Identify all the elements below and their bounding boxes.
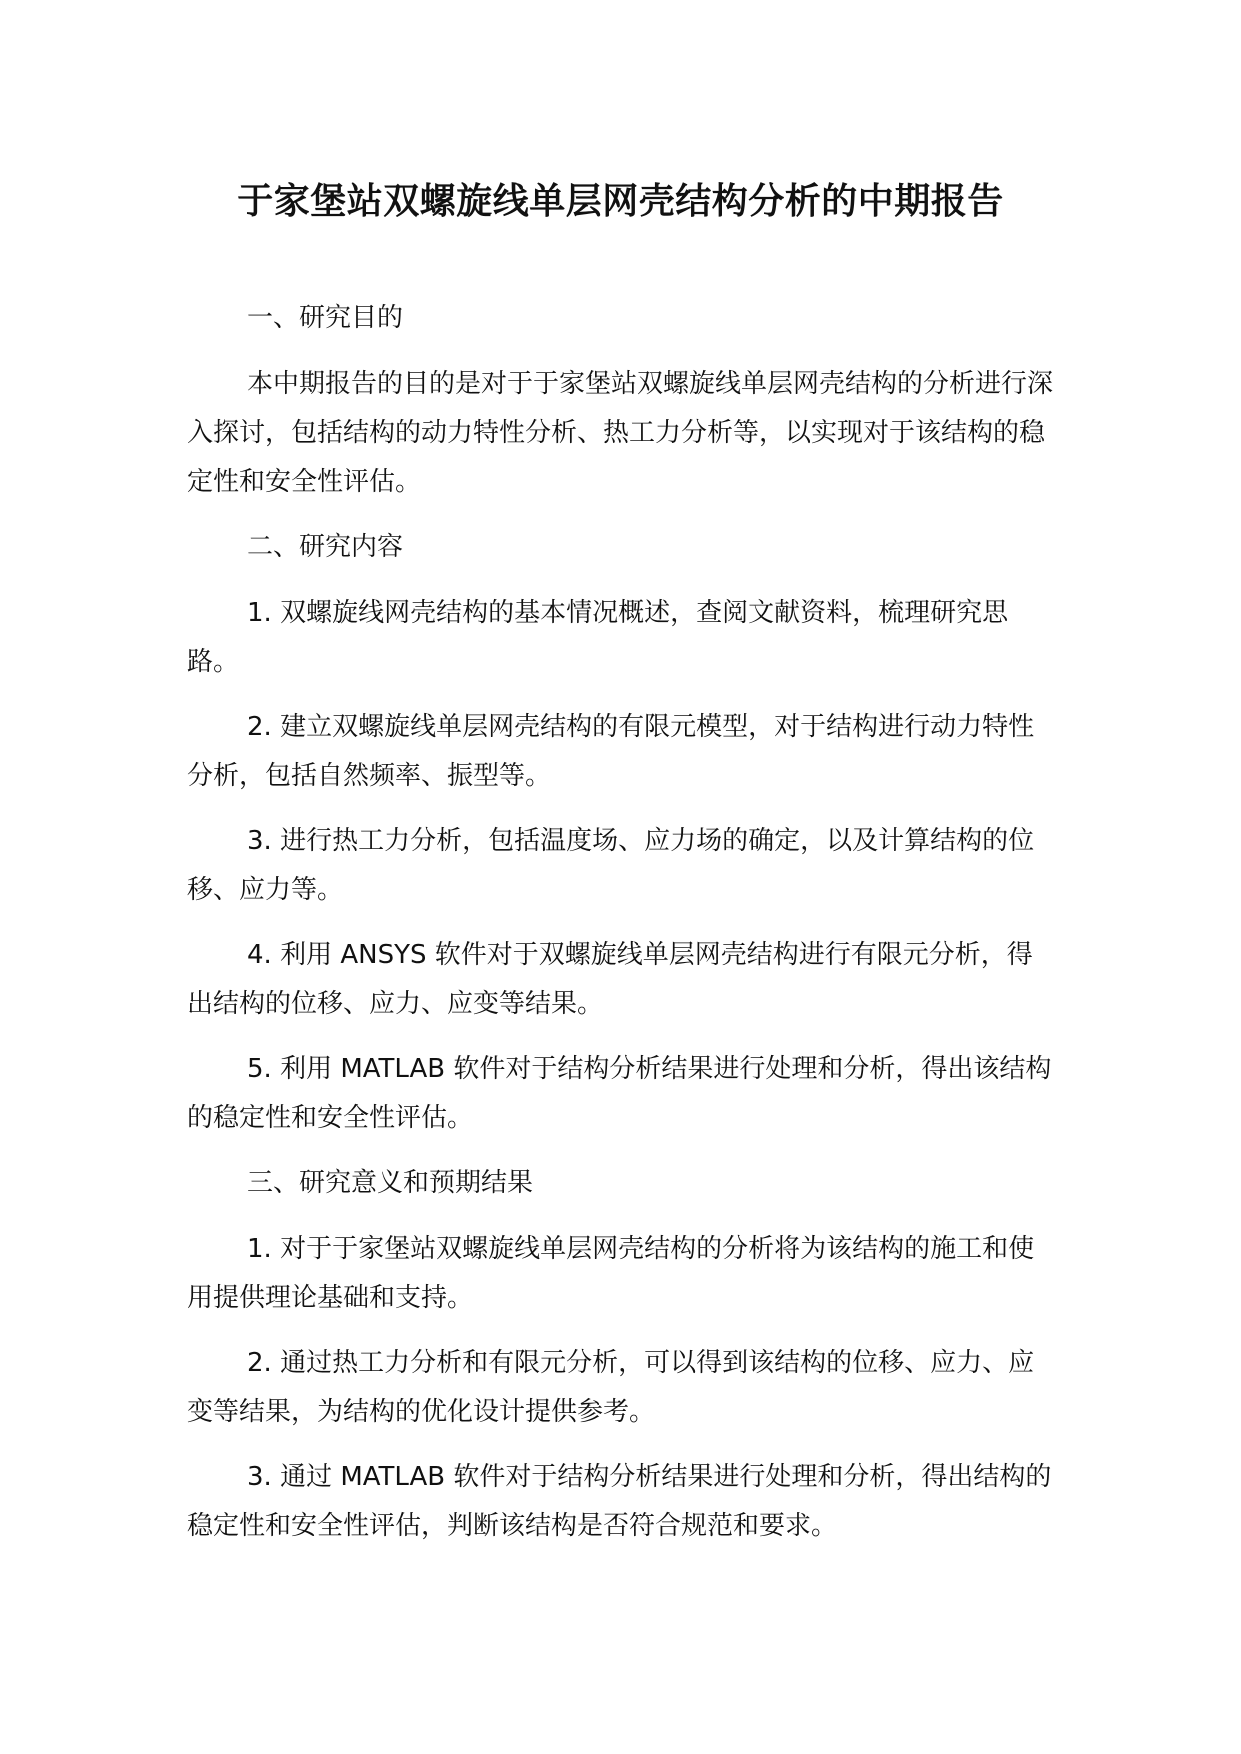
section-heading-research-content: 二、研究内容 bbox=[247, 532, 404, 562]
document-title: 于家堡站双螺旋线单层网壳结构分析的中期报告 bbox=[237, 181, 1004, 222]
list-item: 1. 双螺旋线网壳结构的基本情况概述，查阅文献资料，梳理研究思路。 bbox=[187, 598, 1009, 677]
document-body bbox=[187, 294, 1053, 1567]
list-item: 2. 通过热工力分析和有限元分析，可以得到该结构的位移、应力、应变等结果，为结构的优化设计提供参考。 bbox=[187, 1348, 1035, 1427]
list-item: 3. 通过 MATLAB 软件对于结构分析结果进行处理和分析，得出结构的稳定性和安全性评估，判断该结构是否符合规范和要求。 bbox=[187, 1462, 1052, 1541]
paragraph: 本中期报告的目的是对于于家堡站双螺旋线单层网壳结构的分析进行深入探讨，包括结构的动力特性分析、热工力分析等，以实现对于该结构的稳定性和安全性评估。 bbox=[187, 369, 1054, 497]
list-item: 5. 利用 MATLAB 软件对于结构分析结果进行处理和分析，得出该结构的稳定性和安全性评估。 bbox=[187, 1054, 1052, 1133]
list-item: 4. 利用 ANSYS 软件对于双螺旋线单层网壳结构进行有限元分析，得出结构的位移、应力、应变等结果。 bbox=[187, 940, 1033, 1019]
list-item: 2. 建立双螺旋线单层网壳结构的有限元模型，对于结构进行动力特性分析，包括自然频率、振型等。 bbox=[187, 712, 1035, 791]
section-heading-research-purpose: 一、研究目的 bbox=[247, 303, 404, 333]
list-item: 3. 进行热工力分析，包括温度场、应力场的确定，以及计算结构的位移、应力等。 bbox=[187, 826, 1035, 905]
section-heading-significance-and-expected-results: 三、研究意义和预期结果 bbox=[247, 1168, 534, 1198]
list-item: 1. 对于于家堡站双螺旋线单层网壳结构的分析将为该结构的施工和使用提供理论基础和支持。 bbox=[187, 1234, 1035, 1313]
